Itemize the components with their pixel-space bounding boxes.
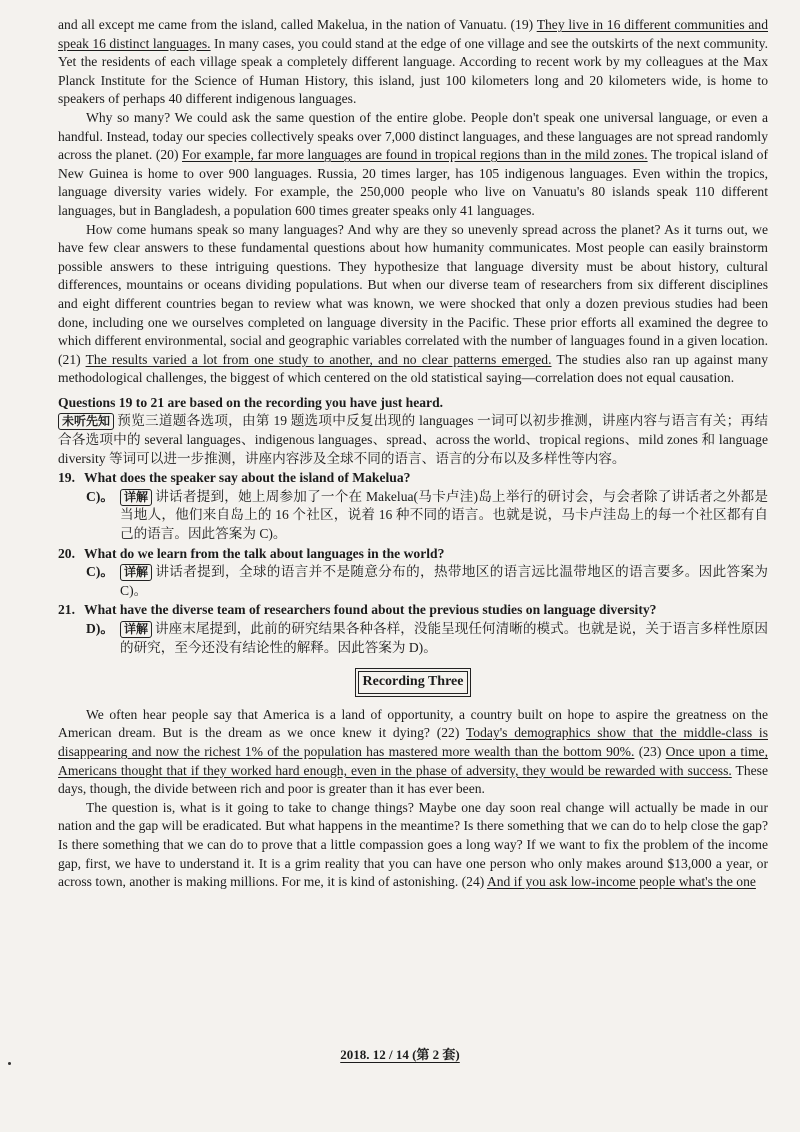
explain-tag: 详解 [120,564,152,581]
paragraph: Why so many? We could ask the same question of the entire globe. People don't speak one universal language, or even a handful. Instead, today our species collectively speaks over 7,000 distinct languages, and these languages are not spread randomly across the planet. (20) For example, far more languages are found in tropical regions than in the mild zones. The tropical island of New Guinea is home to over 900 languages. Russia, 20 times larger, has 105 indigenous languages. Even within the tropics, language diversity varies widely. For example, the 250,000 people who live on Vanuatu's 80 islands speak 110 different languages, but in Bangladesh, a population 600 times greater speaks only 41 languages. [58,109,768,218]
section-title-wrap [58,671,768,694]
preview-tag: 未听先知 [58,413,114,430]
paragraph: and all except me came from the island, called Makelua, in the nation of Vanuatu. (19) They live in 16 different communities and speak 16 distinct languages. In many cases, you could stand at the edge of one village and see the outskirts of the next community. Yet the residents of each village speak a completely different language. According to recent work by my colleagues at the Max Planck Institute for the Science of Human History, this island, just 100 kilometers long and 20 kilometers wide, is home to speakers of perhaps 40 different indigenous languages. [58,17,769,107]
questions-header: Questions 19 to 21 are based on the recording you have just heard. [58,394,444,410]
underlined-answer-sentence: Today's demographics show that the middle-class is disappearing and now the richest 1% of the population has mastered more wealth than the bottom 90%. [58,725,768,759]
scan-speck [8,1062,11,1065]
underlined-answer-sentence: And if you ask low-income people what's the one [486,874,756,890]
paragraph: The question is, what is it going to take to change things? Maybe one day soon real change will actually be made in our nation and the gap will be eradicated. But what happens in the meantime? Is there something that we can do to help close the gap? Is there something that we can do to prove that a little compassion goes a long way? If we want to fix the problem of the income gap, first, we have to understand it. It is a grim reality that you can have one person who only makes around $13,000 a year, or across town, another is making millions. For me, it is kind of astonishing. (24) And if you ask low-income people what's the one [58,799,768,890]
answer-21: D)。 详解 讲座末尾提到，此前的研究结果各种各样，没能呈现任何清晰的模式。也就是说，关于语言多样性原因的研究，至今还没有结论性的解释。因此答案为 D)。 [86,621,768,655]
paragraph: How come humans speak so many languages? And why are they so unevenly spread across the planet? As it turns out, we have few clear answers to these fundamental questions about how humanity communicates. Most people can easily brainstorm possible answers to these intriguing questions. They hypothesize that language diversity must be about history, cultural differences, mountains or oceans dividing populations. But when our diverse team of researchers from six different disciplines and eight different countries began to review what was known, we were shocked that only a dozen previous studies had been done, including one we ourselves completed on language diversity in the Pacific. These prior efforts all examined the degree to which different environmental, social and geographic variables correlated with the number of languages found in a given location. (21) The results varied a lot from one study to another, and no clear patterns emerged. The studies also ran up against many methodological challenges, the biggest of which centered on the old statistical saying—correlation does not equal causation. [58,221,768,386]
underlined-answer-sentence: Once upon a time, Americans thought that if they worked hard enough, even in the phase of adversity, they would be rewarded with success. [58,743,768,778]
question-20: 20. What do we learn from the talk about languages in the world? [58,545,445,561]
question-19: 19. What does the speaker say about the island of Makelua? [58,470,411,486]
explain-tag: 详解 [120,621,152,638]
answer-20: C)。 详解 讲话者提到，全球的语言并不是随意分布的，热带地区的语言远比温带地区的语言要多。因此答案为 C)。 [86,564,768,598]
preview-note: 未听先知 预览三道题各选项，由第 19 题选项中反复出现的 languages 一词可以初步推测，讲座内容与语言有关；再结合各选项中的 several languages、indigenous languages、spread、across the world、tropical regions、mild zones 和 language diversity 等词可以进一步推测，讲座内容涉及全球不同的语言、语言的分布以及多样性等内容。 [58,413,768,466]
paragraph: We often hear people say that America is a land of opportunity, a country built on hope to aspire the greatness on the American dream. But is the dream as we once knew it dying? (22) Today's demographics show that the middle-class is disappearing and now the richest 1% of the population has mastered more wealth than the bottom 90%. (23) Once upon a time, Americans thought that if they worked hard enough, even in the phase of adversity, they would be rewarded with success. These days, though, the divide between rich and poor is greater than it has ever been. [58,706,768,797]
answer-19: C)。 详解 讲话者提到，她上周参加了一个在 Makelua(马卡卢洼)岛上举行的研讨会，与会者除了讲话者之外都是当地人，他们来自岛上的 16 个社区，说着 16 种不同的语言。也就是说，马卡卢洼岛上的每一个社区都有自己的语言。因此答案为 C)。 [86,488,768,542]
underlined-answer-sentence: The results varied a lot from one study to another, and no clear patterns emerged. [85,351,552,367]
page-footer: 2018. 12 / 14 (第 2 套) [340,1047,460,1062]
underlined-answer-sentence: They live in 16 different communities and speak 16 distinct languages. [58,17,769,51]
underlined-answer-sentence: For example, far more languages are found in tropical regions than in the mild zones. [182,147,648,163]
explain-tag: 详解 [120,489,152,506]
section-title: Recording Three [358,671,469,694]
question-21: 21. What have the diverse team of researchers found about the previous studies on language diversity? [58,602,657,618]
